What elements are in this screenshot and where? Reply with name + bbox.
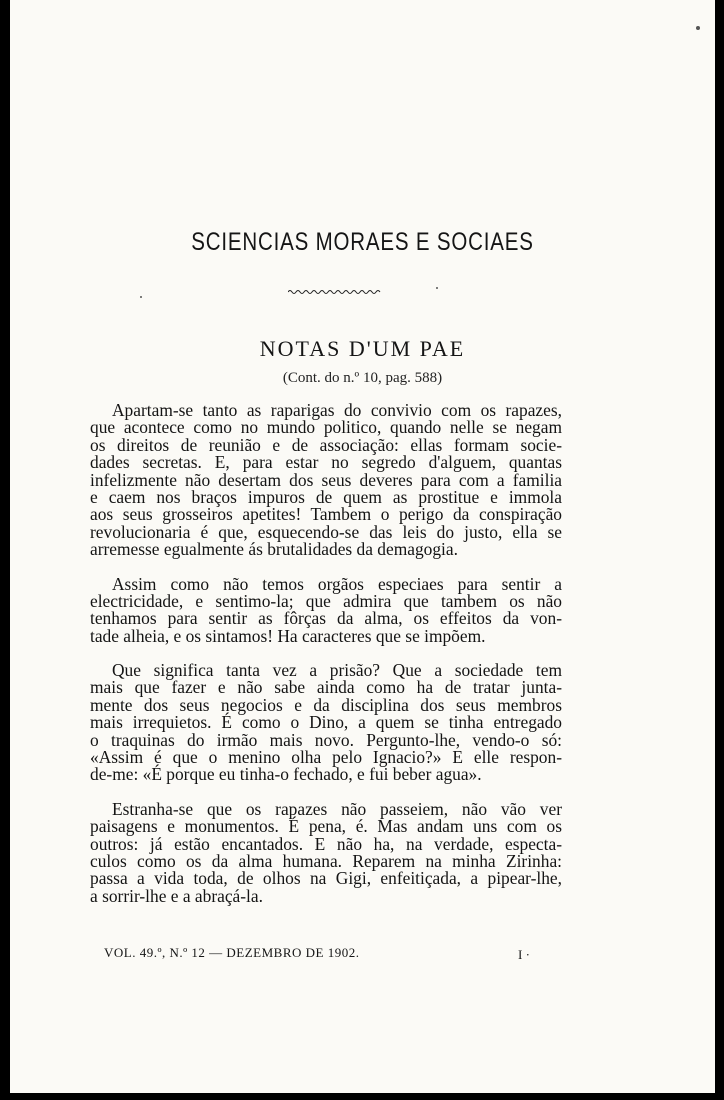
article-title: NOTAS D'UM PAE xyxy=(259,336,466,361)
paragraph xyxy=(90,662,562,784)
text-line: e caem nos braços impuros de quem as prostitue e immola xyxy=(90,486,562,507)
paper-speck xyxy=(436,287,438,289)
text-line: dades secretas. E, para estar no segredo d'alguem, quantas xyxy=(90,452,562,473)
text-line: culos como os da alma humana. Reparem na minha Zirinha: xyxy=(90,850,562,871)
text-line: electricidade, e sentimo-la; que admira que tambem os não xyxy=(90,590,562,611)
text-line: a sorrir-lhe e a abraçá-la. xyxy=(90,885,263,906)
text-line: Estranha-se que os rapazes não passeiem, não vão ver xyxy=(112,798,562,819)
text-line: passa a vida toda, de olhos na Gigi, enfeitiçada, a pipear-lhe, xyxy=(90,868,562,889)
text-line: Que significa tanta vez a prisão? Que a sociedade tem xyxy=(112,660,562,681)
text-line: mais que fazer e não sabe ainda como ha de tratar junta- xyxy=(90,677,562,698)
text-line: Apartam-se tanto as raparigas do convivio com os rapazes, xyxy=(112,400,562,420)
signature-mark: I · xyxy=(518,947,530,962)
text-line: Assim como não temos orgãos especiaes para sentir a xyxy=(112,573,562,594)
text-line: paisagens e monumentos. É pena, é. Mas andam uns com os xyxy=(90,816,562,837)
text-line: revolucionaria é que, esquecendo-se das leis do justo, ella se xyxy=(90,521,562,542)
text-line: mente dos seus negocios e da disciplina dos seus membros xyxy=(90,694,562,715)
text-line: de-me: «É porque eu tinha-o fechado, e fui beber agua». xyxy=(90,764,482,785)
paragraph xyxy=(90,573,562,646)
document-page xyxy=(10,0,715,1093)
text-line: outros: já estão encantados. E não ha, na verdade, especta- xyxy=(90,833,562,854)
text-line: «Assim é que o menino olha pelo Ignacio?» E elle respon- xyxy=(90,747,562,768)
paper-speck xyxy=(140,296,142,298)
text-line: que acontece como no mundo politico, quando nelle se negam xyxy=(90,417,562,438)
text-line: infelizmente não desertam dos seus deveres para com a familia xyxy=(90,469,562,490)
text-line: arremesse egualmente ás brutalidades da demagogia. xyxy=(90,539,458,560)
issue-footer: VOL. 49.º, N.º 12 — DEZEMBRO DE 1902. xyxy=(104,945,360,960)
text-line: os direitos de reunião e de associação: ellas formam socie- xyxy=(90,434,562,455)
article-body xyxy=(90,402,562,922)
section-title: SCIENCIAS MORAES E SOCIAES xyxy=(191,228,534,256)
text-line: o traquinas do irmão mais novo. Pergunto-lhe, vendo-o só: xyxy=(90,729,562,750)
text-line: tade alheia, e os sintamos! Ha caracteres que se impõem. xyxy=(90,625,486,646)
text-line: aos seus grosseiros apetites! Tambem o perigo da conspiração xyxy=(90,504,562,525)
wavy-rule-ornament xyxy=(288,289,382,295)
text-line: mais irrequietos. É como o Dino, a quem se tinha entregado xyxy=(90,712,562,733)
continuation-note: (Cont. do n.º 10, pag. 588) xyxy=(282,370,443,386)
paragraph xyxy=(90,798,562,906)
paper-speck xyxy=(696,26,700,30)
text-line: tenhamos para sentir as fôrças da alma, os effeitos da von- xyxy=(90,608,562,629)
paragraph xyxy=(90,402,562,559)
